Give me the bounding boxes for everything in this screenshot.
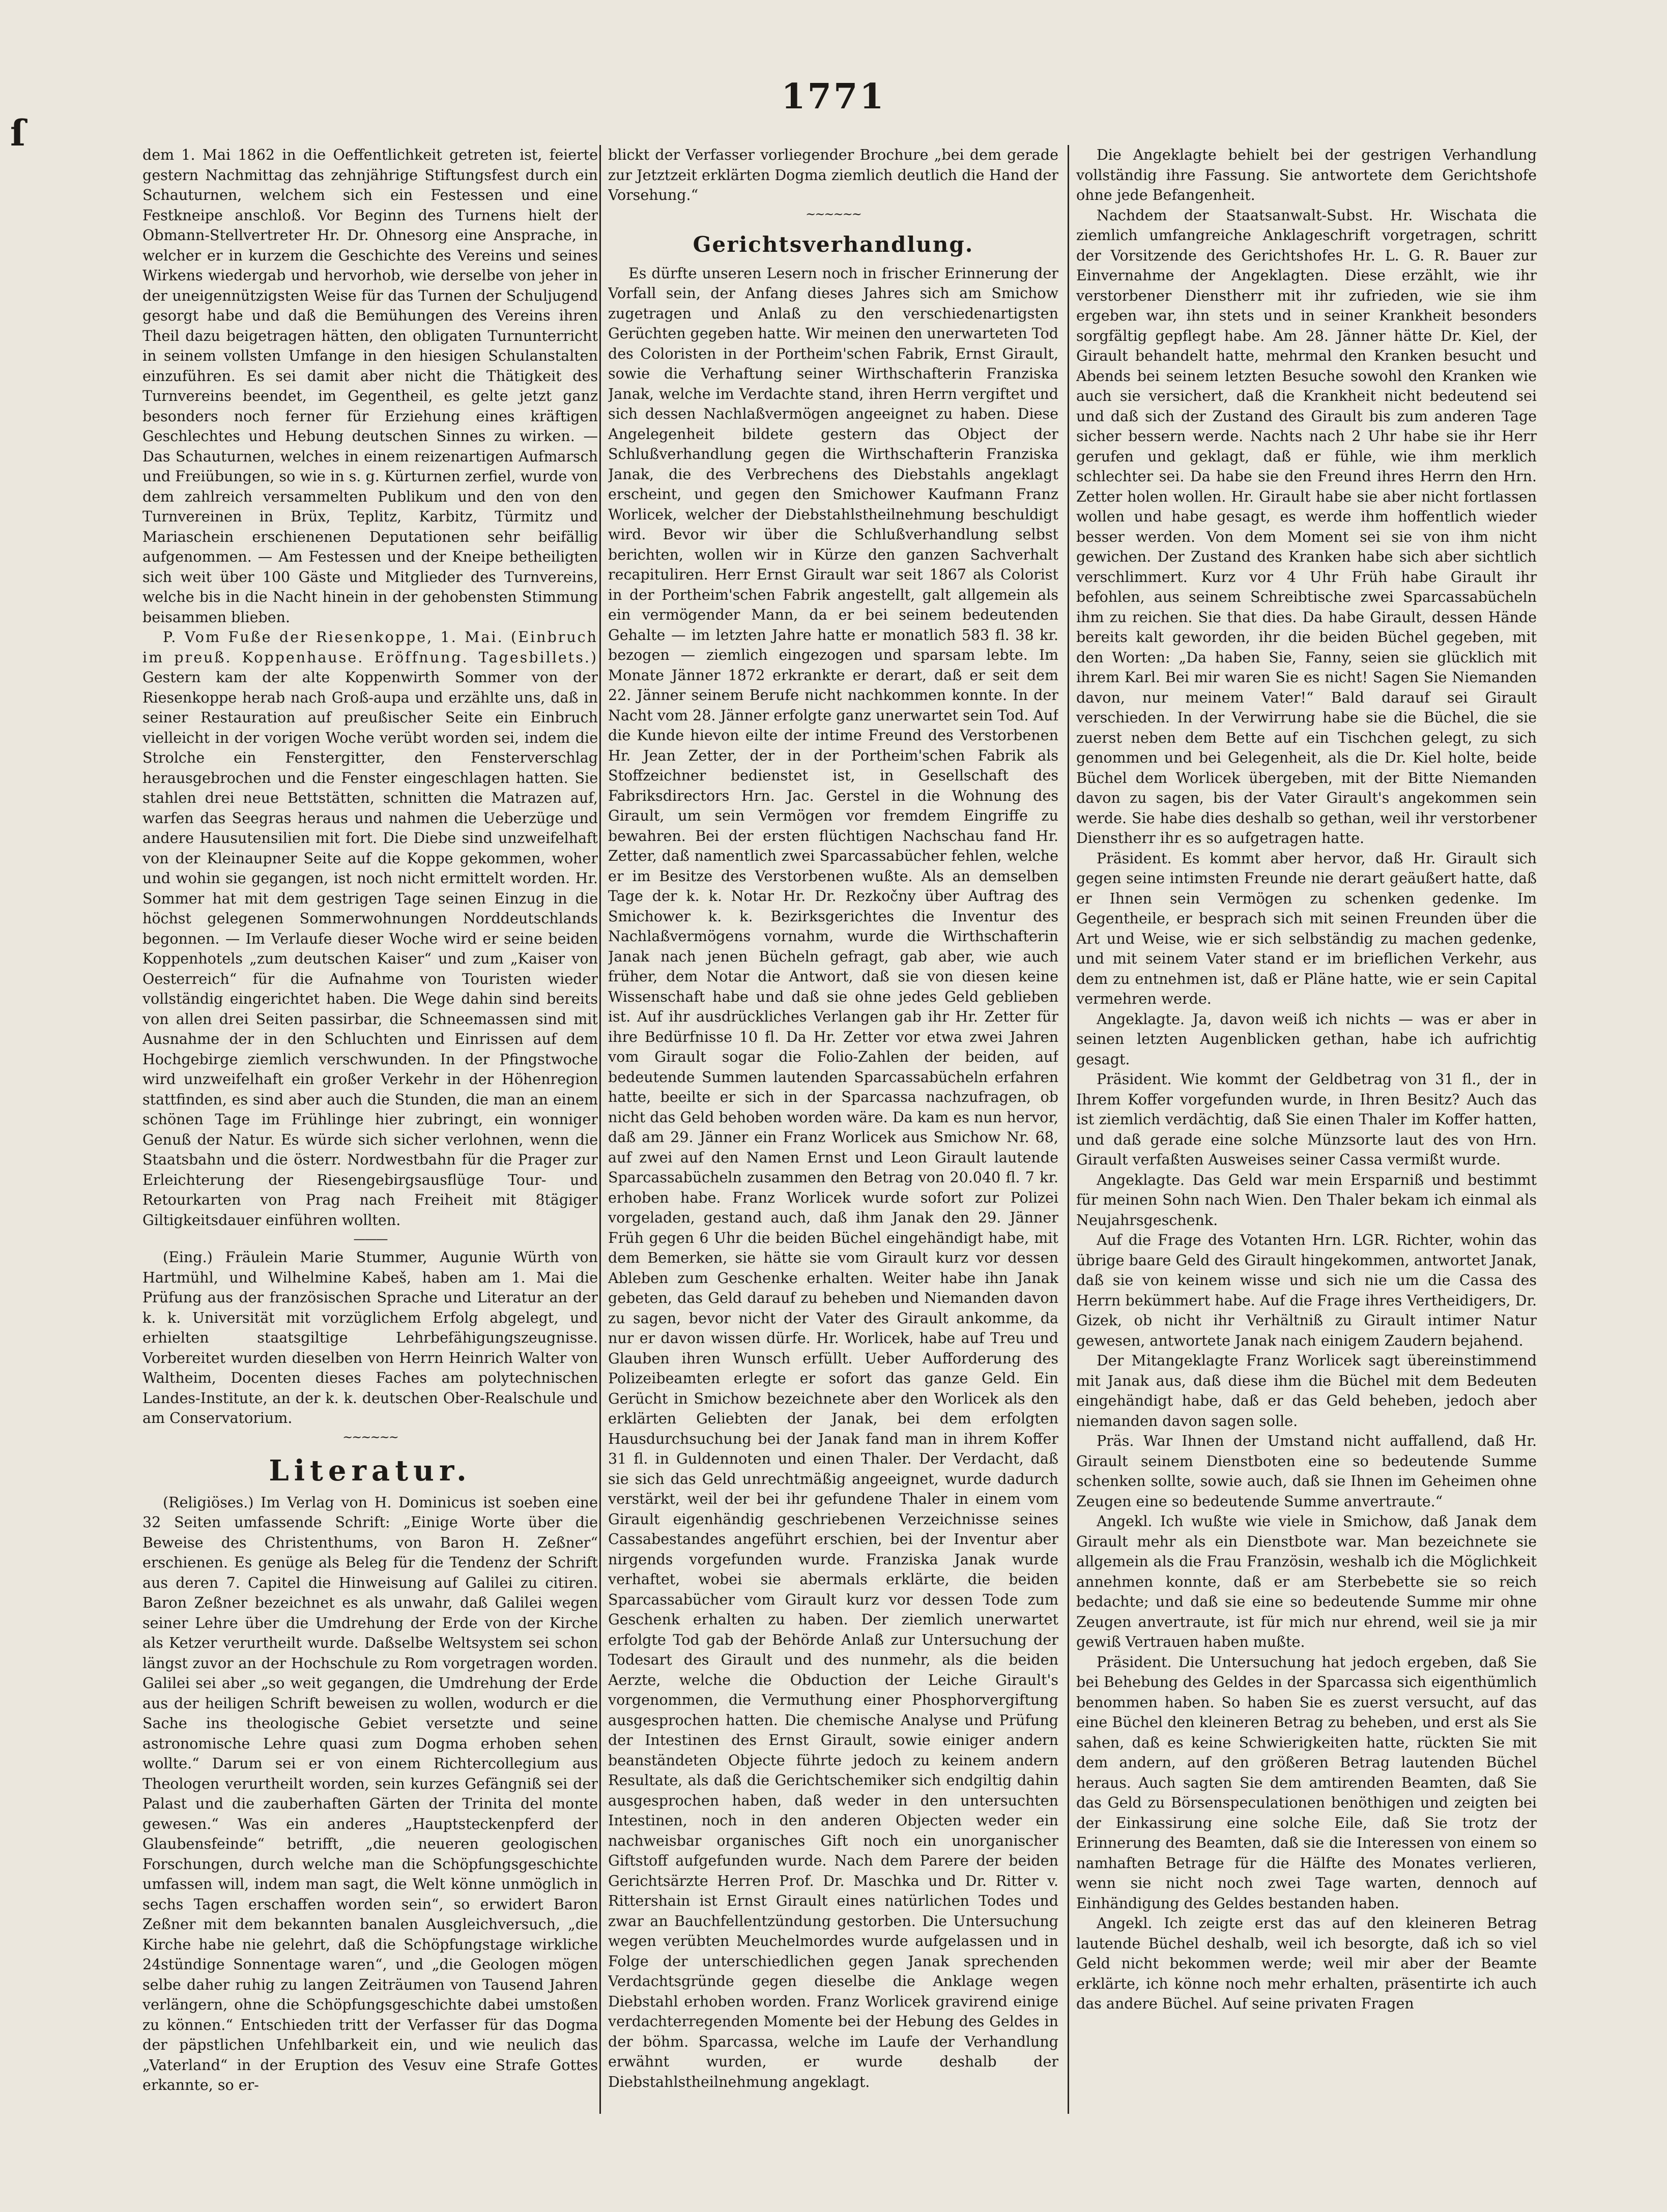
paragraph: Die Angeklagte behielt bei der gestrigen Verhandlung vollständig ihre Fassung. Sie antwortete dem Gerichtshofe ohne jede Befangenheit.	[1076, 147, 1537, 203]
section-heading-literatur: Literatur.	[269, 1453, 472, 1488]
paragraph: Nachdem der Staatsanwalt-Subst. Hr. Wischata die ziemlich umfangreiche Anklageschrift vorgetragen, schritt der Vorsitzende des Gerichtshofes Hr. L. G. R. Bauer zur Einvernahme der Angeklagten. Diese erzählt, wie ihr verstorbener Dienstherr mit ihr zufrieden, wie sie ihm ergeben war, ihn stets und in seiner Krankheit besonders sorgfältig gepflegt habe. Am 28. Jänner hätte Dr. Kiel, der Girault behandelt hatte, mehrmal den Kranken besucht und Abends bei seinem letzten Besuche sowohl den Kranken wie auch sie versichert, daß die Krankheit nicht bedeutend sei und daß sich der Zustand des Girault bis zum anderen Tage sicher bessern werde. Nachts nach 2 Uhr habe sie ihr Herr gerufen und geklagt, daß er fühle, wie ihm merklich schlechter sei. Da habe sie den Freund ihres Herrn den Hrn. Zetter holen wollen. Hr. Girault habe sie aber nicht fortlassen wollen und habe gesagt, es werde ihm hoffentlich wieder besser werden. Von dem Moment sei sie von ihm nicht gewichen. Der Zustand des Kranken habe sich aber sichtlich verschlimmert. Kurz vor 4 Uhr Früh habe Girault ihr befohlen, aus seinem Schreibtische zwei Sparcassabücheln ihm zu reichen. Sie that dies. Da habe Girault, dessen Hände bereits kalt geworden, ihr die beiden Büchel gegeben, mit den Worten: „Da haben Sie, Fanny, seien sie glücklich mit ihrem Karl. Bei mir waren Sie es nicht! Sagen Sie Niemanden davon, nur meinem Vater!“ Bald darauf sei Girault verschieden. In der Verwirrung habe sie die Büchel, die sie zuerst neben dem Bette auf ein Tischchen gelegt, zu sich genommen und bei Gelegenheit, als die Dr. Kiel holte, beide Büchel dem Worlicek übergeben, mit der Bitte Niemanden davon zu sagen, bis der Vater Girault's angekommen sein werde. Sie habe dies deshalb so gethan, weil ihr verstorbener Dienstherr ihr es so aufgetragen hatte.	[1076, 207, 1537, 847]
column-3	[1076, 145, 1537, 2109]
article-pruefung: (Eing.) Fräulein Marie Stummer, Augunie Würth von Hartmühl, und Wilhelmine Kabeš, haben am 1. Mai die Prüfung aus der französischen Sprache und Literatur an der k. k. Universität mit vorzüglichem Erfolg abgelegt, und erhielten staatsgiltige Lehrbefähigungszeugnisse. Vorbereitet wurden dieselben von Herrn Heinrich Walter von Waltheim, Docenten dieses Faches am polytechnischen Landes-Institute, an der k. k. deutschen Ober-Realschule und am Conservatorium.	[142, 1249, 598, 1427]
article-riesenkoppe-heading: P. Vom Fuße der Riesenkoppe, 1. Mai. (Einbruch im preuß. Koppenhause. Eröffnung. Tagesbillets.)	[142, 629, 598, 666]
paragraph: Auf die Frage des Votanten Hrn. LGR. Richter, wohin das übrige baare Geld des Girault hingekommen, antwortet Janak, daß sie von keinem wisse und sich nie um die Cassa des Herrn bekümmert habe. Auf die Frage ihres Vertheidigers, Dr. Gizek, ob nicht ihr Verhältniß zu Girault intimer Natur gewesen, antwortete Janak nach einigem Zaudern bejahend.	[1076, 1232, 1537, 1349]
paragraph: Präsident. Wie kommt der Geldbetrag von 31 fl., der in Ihrem Koffer vorgefunden wurde, in Ihren Besitz? Auch das ist ziemlich verdächtig, daß Sie einen Thaler im Koffer hatten, und daß gerade eine solche Münzsorte laut des von Hrn. Girault verfaßten Ausweises seiner Cassa vermißt wurde.	[1076, 1071, 1537, 1168]
paragraph: Präsident. Es kommt aber hervor, daß Hr. Girault sich gegen seine intimsten Freunde nie derart geäußert hatte, daß er Ihnen sein Vermögen zu schenken gedenke. Im Gegentheile, er besprach sich mit seinen Freunden über die Art und Weise, wie er sich selbständig zu machen gedenke, und mit seinem Vater stand er im brieflichen Verkehr, aus dem zu entnehmen ist, daß er Pläne hatte, wie er sein Capital vermehren werde.	[1076, 850, 1537, 1007]
article-religioeses-continued: blickt der Verfasser vorliegender Brochure „bei dem gerade zur Jetztzeit erklärten Dogma ziemlich deutlich die Hand der Vorsehung.“	[608, 147, 1058, 203]
paragraph: Präs. War Ihnen der Umstand nicht auffallend, daß Hr. Girault seinem Dienstboten eine so bedeutende Summe schenken sollte, sowie auch, daß sie Ihnen im Geheimen ohne Zeugen eine so bedeutende Summe anvertraute.“	[1076, 1433, 1537, 1510]
paragraph: Angeklagte. Ja, davon weiß ich nichts — was er aber in seinen letzten Augenblicken gethan, habe ich aufrichtig gesagt.	[1076, 1010, 1537, 1068]
paragraph: Angeklagte. Das Geld war mein Ersparniß und bestimmt für meinen Sohn nach Wien. Den Thaler bekam ich einmal als Neujahrsgeschenk.	[1076, 1171, 1537, 1229]
column-1	[142, 145, 598, 2109]
article-turnverein: dem 1. Mai 1862 in die Oeffentlichkeit getreten ist, feierte gestern Nachmittag das zehnjährige Stiftungsfest durch ein Schauturnen, welchem sich ein Festessen und eine Festkneipe anschloß. Vor Beginn des Turnens hielt der Obmann-Stellvertreter Hr. Dr. Ohnesorg eine Ansprache, in welcher er in kurzem die Geschichte des Vereins und seines Wirkens wiedergab und hervorhob, wie derselbe von jeher in der uneigennützigsten Weise für das Turnen der Schuljugend gesorgt habe und daß die Bemühungen des Vereins ihren Theil dazu beigetragen hätten, den obligaten Turnunterricht in seinem vollsten Umfange in den hiesigen Schulanstalten einzuführen. Es sei damit aber nicht die Thätigkeit des Turnvereins beendet, im Gegentheil, es gelte jetzt ganz besonders noch ferner für Erziehung eines kräftigen Geschlechtes und Hebung deutschen Sinnes zu wirken. — Das Schauturnen, welches in einem reizenartigen Aufmarsch und Freiübungen, so wie in s. g. Kürturnen zerfiel, wurde von dem zahlreich versammelten Publikum und den von den Turnvereinen in Brüx, Teplitz, Karbitz, Türmitz und Mariaschein erschienenen Deputationen sehr beifällig aufgenommen. — Am Festessen und der Kneipe betheiligten sich weit über 100 Gäste und Mitglieder des Turnvereins, welche bis in die Nacht hinein in der gehobensten Stimmung beisammen blieben.	[142, 147, 598, 626]
column-rule-2	[1068, 145, 1069, 2114]
article-riesenkoppe	[142, 627, 598, 1230]
section-heading-gerichtsverhandlung: Gerichtsverhandlung.	[693, 231, 974, 257]
article-religioeses: (Religiöses.) Im Verlag von H. Dominicus ist soeben eine 32 Seiten umfassende Schrift: „Einige Worte über die Beweise des Christenthums, von Baron H. Zeßner“ erschienen. Es genüge als Beleg für die Tendenz der Schrift aus deren 7. Capitel die Hinweisung auf Galilei zu citiren. Baron Zeßner bezeichnet es als unwahr, daß Galilei wegen seiner Lehre über die Umdrehung der Erde von der Kirche als Ketzer verurtheilt wurde. Daßselbe Weltsystem sei schon längst zuvor an der Hochschule zu Rom vorgetragen worden. Galilei sei aber „so weit gegangen, die Umdrehung der Erde aus der heiligen Schrift beweisen zu wollen, wodurch er die Sache ins theologische Gebiet versetzte und seine astronomische Lehre quasi zum Dogma erhoben sehen wollte.“ Darum sei er von einem Richtercollegium aus Theologen verurtheilt worden, sein kurzes Gefängniß sei der Palast und die zauberhaften Gärten der Trinita del monte gewesen.“ Was ein anderes „Hauptsteckenpferd der Glaubensfeinde“ betrifft, „die neueren geologischen Forschungen, durch welche man die Schöpfungsgeschichte umfassen will, indem man sagt, die Welt könne unmöglich in sechs Tagen erschaffen worden sein“, so erwidert Baron Zeßner mit dem bekannten banalen Ausgleichversuch, „die Kirche habe nie gelehrt, daß die Schöpfungstage wirkliche 24stündige Sonnentage waren“, und „die Geologen mögen selbe daher ruhig zu langen Zeiträumen von Tausend Jahren verlängern, ohne die Schöpfungsgeschichte dabei umstoßen zu können.“ Entschieden tritt der Verfasser für das Dogma der päpstlichen Unfehlbarkeit ein, und wie neulich das „Vaterland“ in der Eruption des Vesuv eine Strafe Gottes erkannte, so er-	[142, 1494, 598, 2093]
paragraph: Angekl. Ich wußte wie viele in Smichow, daß Janak dem Girault mehr als ein Dienstbote war. Man bezeichnete sie allgemein als die Frau Französin, weshalb ich die Möglichkeit annehmen konnte, daß er am Sterbebette sie so reich bedachte; und daß sie eine so bedeutende Summe mir ohne Zeugen anvertraute, ist für mich nur ehrend, weil sie ja mir gewiß Vertrauen haben mußte.	[1076, 1513, 1537, 1650]
divider-ornament: ~~~~~~	[342, 1430, 398, 1444]
column-2	[608, 145, 1058, 2109]
paragraph: Der Mitangeklagte Franz Worlicek sagt übereinstimmend mit Janak aus, daß diese ihm die Büchel mit dem Bedeuten eingehändigt habe, daß er das Geld beheben, jedoch aber niemanden davon sagen solle.	[1076, 1352, 1537, 1430]
divider-ornament: ~~~~~~	[806, 207, 861, 221]
article-gerichtsverhandlung: Es dürfte unseren Lesern noch in frischer Erinnerung der Vorfall sein, der Anfang dieses Jahres sich am Smichow zugetragen und Anlaß zu den verschiedenartigsten Gerüchten gegeben hatte. Wir meinen den unerwarteten Tod des Coloristen in der Portheim'schen Fabrik, Ernst Girault, sowie die Verhaftung seiner Wirthschafterin Franziska Janak, welche im Verdachte stand, ihren Herrn vergiftet und sich dessen Nachlaßvermögen angeeignet zu haben. Diese Angelegenheit bildete gestern das Object der Schlußverhandlung gegen die Wirthschafterin Franziska Janak, die des Verbrechens des Diebstahls angeklagt erscheint, und gegen den Smichower Kaufmann Franz Worlicek, welcher der Diebstahlstheilnehmung beschuldigt wird. Bevor wir über die Schlußverhandlung selbst berichten, wollen wir in Kürze den ganzen Sachverhalt recapituliren. Herr Ernst Girault war seit 1867 als Colorist in der Portheim'schen Fabrik angestellt, galt allgemein als ein vermögender Mann, da er bei seinem bedeutenden Gehalte — im letzten Jahre hatte er monatlich 583 fl. 38 kr. bezogen — ziemlich eingezogen und sparsam lebte. Im Monate Jänner 1872 erkrankte er derart, daß er seit dem 22. Jänner seinem Berufe nicht nachkommen konnte. In der Nacht vom 28. Jänner erfolgte ganz unerwartet sein Tod. Auf die Kunde hievon eilte der intime Freund des Verstorbenen Hr. Jean Zetter, der in der Portheim'schen Fabrik als Stoffzeichner bedienstet ist, in Gesellschaft des Fabriksdirectors Hrn. Jac. Gerstel in die Wohnung des Girault, um sein Vermögen vor fremdem Eingriffe zu bewahren. Bei der ersten flüchtigen Nachschau fand Hr. Zetter, daß namentlich zwei Sparcassabücher fehlen, welche er im Besitze des Verstorbenen wußte. Als an demselben Tage der k. k. Notar Hr. Dr. Rezkočny über Auftrag des Smichower k. k. Bezirksgerichtes die Inventur des Nachlaßvermögens vornahm, wurde die Wirthschafterin Janak nach jenen Bücheln gefragt, gab aber, wie auch früher, dem Notar die Antwort, daß sie von diesen keine Wissenschaft habe und daß sie ohne jedes Geld geblieben ist. Auf ihr ausdrückliches Verlangen gab ihr Hr. Zetter für ihre Bedürfnisse 10 fl. Da Hr. Zetter vor etwa zwei Jahren vom Girault sogar die Folio-Zahlen der beiden, auf bedeutende Summen lautenden Sparcassabücheln erfahren hatte, beeilte er sich in der Sparcassa nachzufragen, ob nicht das Geld behoben worden wäre. Da kam es nun hervor, daß am 29. Jänner ein Franz Worlicek aus Smichow Nr. 68, auf zwei auf den Namen Ernst und Leon Girault lautende Sparcassabücheln zusammen den Betrag von 20.040 fl. 7 kr. erhoben habe. Franz Worlicek wurde sofort zur Polizei vorgeladen, gestand auch, daß ihm Janak den 29. Jänner Früh gegen 6 Uhr die beiden Büchel eingehändigt habe, mit dem Bemerken, sie hätte sie vom Girault kurz vor dessen Ableben zum Geschenke erhalten. Weiter habe ihn Janak gebeten, das Geld darauf zu beheben und Niemanden davon zu sagen, bevor nicht der Vater des Girault ankomme, da nur er davon wissen dürfe. Hr. Worlicek, habe auf Treu und Glauben ihren Wunsch erfüllt. Ueber Aufforderung des Polizeibeamten erlegte er sofort das ganze Geld. Ein Gerücht in Smichow bezeichnete aber den Worlicek als den erklärten Geliebten der Janak, bei dem erfolgten Hausdurchsuchung bei der Janak fand man in ihrem Koffer 31 fl. in Guldennoten und einen Thaler. Der Verdacht, daß sie sich das Geld unrechtmäßig angeeignet, wurde dadurch verstärkt, weil der bei ihr gefundene Thaler in einem vom Girault eigenhändig geschriebenen Verzeichnisse seines Cassabestandes angeführt erschien, bei der Inventur aber nirgends vorgefunden wurde. Franziska Janak wurde verhaftet, wobei sie abermals erklärte, die beiden Sparcassabücher vom Girault kurz vor dessen Tode zum Geschenk erhalten zu haben. Der ziemlich unerwartet erfolgte Tod gab der Behörde Anlaß zur Untersuchung der Todesart des Girault und des nunmehr, als die beiden Aerzte, welche die Obduction der Leiche Girault's vorgenommen, die Vermuthung einer Phosphorvergiftung ausgesprochen hatten. Die chemische Analyse und Prüfung der Intestinen des Ernst Girault, sowie einiger andern beanständeten Objecte führte jedoch zu keinem andern Resultate, als daß die Gerichtschemiker sich endgiltig dahin ausgesprochen haben, daß weder in den untersuchten Intestinen, noch in den anderen Objecten weder ein nachweisbar organisches Gift noch ein unorganischer Giftstoff aufgefunden wurde. Nach dem Parere der beiden Gerichtsärzte Herren Prof. Dr. Maschka und Dr. Ritter v. Rittershain ist Ernst Girault eines natürlichen Todes und zwar an Bauchfellentzündung gestorben. Die Untersuchung wegen verübten Meuchelmordes wurde aufgelassen und in Folge der unterschiedlichen gegen Janak sprechenden Verdachtsgründe gegen dieselbe die Anklage wegen Diebstahl erhoben worden. Franz Worlicek gravirend einige verdachterregenden Momente bei der Hebung des Geldes in der böhm. Sparcassa, welche im Laufe der Verhandlung erwähnt wurden, er wurde deshalb der Diebstahlstheilnehmung angeklagt.	[608, 265, 1058, 2090]
column-rule-1	[599, 145, 601, 2114]
edge-mark: ſ	[10, 112, 26, 154]
page-number: 1771	[781, 76, 886, 117]
paragraph: Präsident. Die Untersuchung hat jedoch ergeben, daß Sie bei Behebung des Geldes in der Sparcassa sich eigenthümlich benommen haben. So haben Sie es zuerst versucht, auf das eine Büchel den kleineren Betrag zu beheben, und erst als Sie sahen, daß es keine Schwierigkeiten hatte, rückten Sie mit dem andern, auf den größeren Betrag lautenden Büchel heraus. Auch sagten Sie dem amtirenden Beamten, daß Sie das Geld zu Börsenspeculationen benöthigen und zeigten bei der Einkassirung eine solche Eile, daß Sie trotz der Erinnerung des Beamten, daß sie die Interessen von einem so namhaften Betrage für die Hälfte des Monates verlieren, wenn sie nicht noch zwei Tage warten, dennoch auf Einhändigung des Geldes bestanden haben.	[1076, 1653, 1537, 1912]
paragraph: Angekl. Ich zeigte erst das auf den kleineren Betrag lautende Büchel deshalb, weil ich besorgte, daß ich so viel Geld nicht bekommen werde; weil mir aber der Beamte erklärte, ich könne noch mehr erhalten, präsentirte ich auch das andere Büchel. Auf seine privaten Fragen	[1076, 1915, 1537, 2012]
divider-ornament: ———	[353, 1232, 387, 1246]
article-riesenkoppe-body: Gestern kam der alte Koppenwirth Sommer von der Riesenkoppe herab nach Groß-aupa und erzählte uns, daß in seiner Restauration auf preußischer Seite ein Einbruch vielleicht in der vorigen Woche verübt worden sei, indem die Strolche ein Fenstergitter, den Fensterverschlag herausgebrochen und die Fenster eingeschlagen hatten. Sie stahlen drei neue Bettstätten, schnitten die Matrazen auf, warfen das Seegras heraus und nahmen die Ueberzüge und andere Hausutensilien mit fort. Die Diebe sind unzweifelhaft von der Kleinaupner Seite auf die Koppe gekommen, woher und wohin sie gegangen, ist noch nicht ermittelt worden. Hr. Sommer hat mit dem gestrigen Tage seinen Einzug in die höchst gelegenen Sommerwohnungen Norddeutschlands begonnen. — Im Verlaufe dieser Woche wird er seine beiden Koppenhotels „zum deutschen Kaiser“ und zum „Kaiser von Oesterreich“ für die Aufnahme von Touristen wieder vollständig eingerichtet haben. Die Wege dahin sind bereits von allen drei Seiten passirbar, die Schneemassen sind mit Ausnahme der in den Schluchten und Einrissen auf dem Hochgebirge ziemlich verschwunden. In der Pfingstwoche wird unzweifelhaft ein großer Verkehr in der Höhenregion stattfinden, es sind aber auch die Stunden, die man an einem schönen Tage im Frühlinge hier zubringt, ein wonniger Genuß der Natur. Es würde sich sicher verlohnen, wenn die Staatsbahn und die österr. Nordwestbahn für die Prager zur Erleichterung der Riesengebirgsausflüge Tour- und Retourkarten von Prag nach Freiheit mit 8tägiger Giltigkeitsdauer einführen wollten.	[142, 669, 598, 1229]
